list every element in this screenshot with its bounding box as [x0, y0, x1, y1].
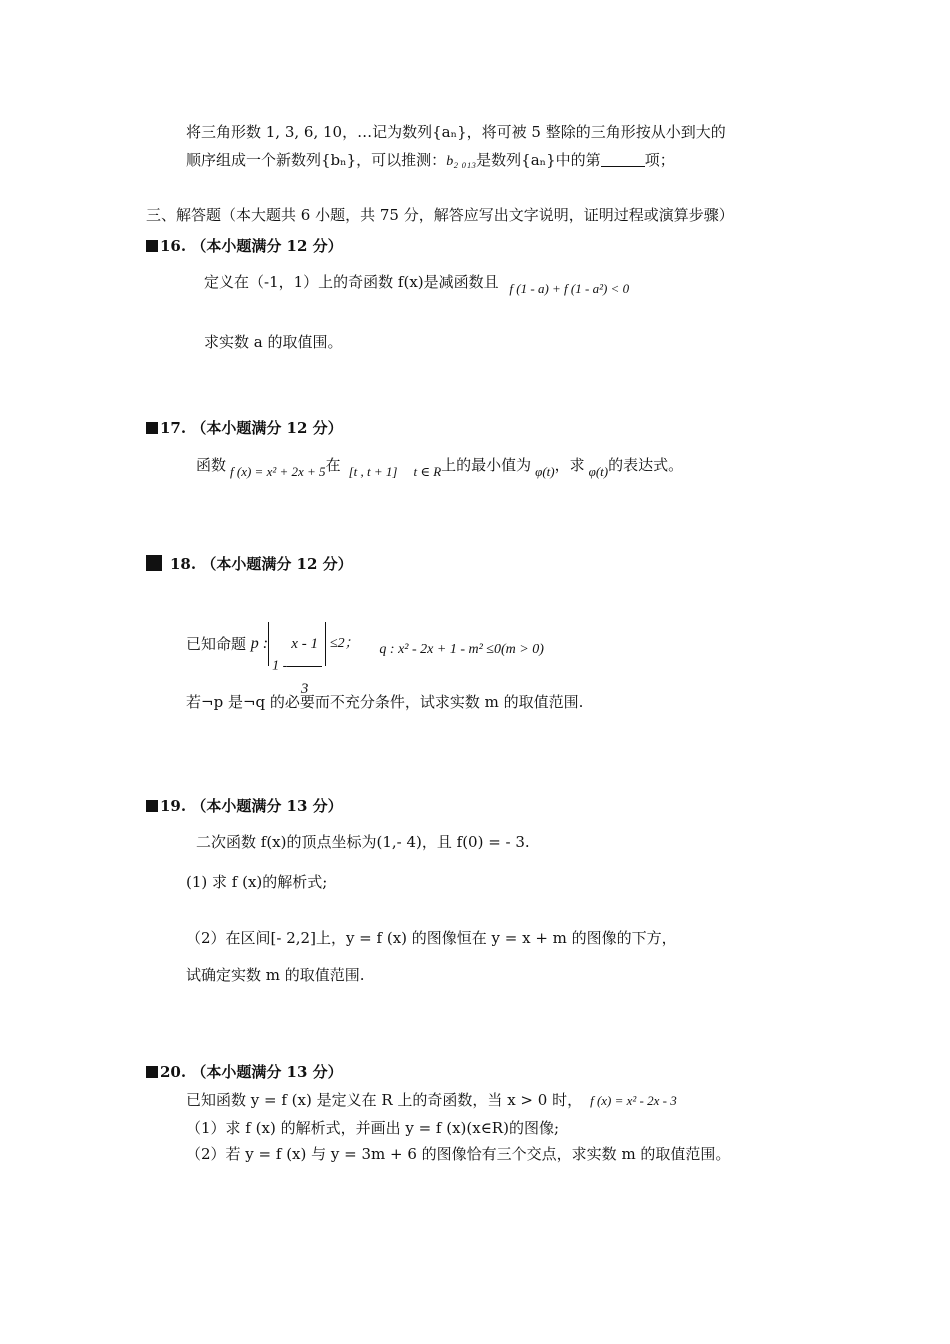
square-bullet-icon — [146, 422, 158, 434]
q16-line1-text: 定义在（-1，1）上的奇函数 f(x)是减函数且 — [204, 273, 499, 291]
q18-heading-text: 18. （本小题满分 12 分） — [170, 555, 353, 573]
square-bullet-icon — [146, 240, 158, 252]
q18-heading — [146, 554, 353, 574]
q18-text-1: 已知命题 — [186, 635, 247, 653]
q18-le-two: ≤2； — [329, 636, 359, 651]
q16-line1 — [204, 272, 630, 296]
q19-heading — [146, 796, 343, 816]
q20-line1 — [186, 1090, 677, 1111]
square-bullet-icon — [146, 555, 162, 571]
q15-line1: 将三角形数 1, 3, 6, 10，…记为数列{aₙ}，将可被 5 整除的三角形按从小到大的 — [186, 123, 726, 141]
q19-line2: (1) 求 f (x)的解析式; — [186, 873, 328, 891]
answer-blank — [601, 152, 645, 167]
q17-text-5: 的表达式。 — [608, 456, 684, 474]
q18-p-label: p : — [250, 635, 269, 652]
q19-heading-text: 19. （本小题满分 13 分） — [160, 797, 343, 815]
square-bullet-icon — [146, 1066, 158, 1078]
q17-interval: [t , t + 1] — [348, 464, 398, 479]
section-3-heading: 三、解答题（本大题共 6 小题，共 75 分，解答应写出文字说明，证明过程或演算步骤） — [146, 206, 734, 224]
q19-line4: 试确定实数 m 的取值范围. — [186, 966, 365, 984]
square-bullet-icon — [146, 800, 158, 812]
q15-line2-d: 项； — [644, 151, 675, 169]
q17-heading — [146, 418, 343, 438]
q20-function: f (x) = x² - 2x - 3 — [590, 1093, 677, 1108]
q20-line2: （1）求 f (x) 的解析式，并画出 y = f (x)(x∈R)的图像; — [186, 1119, 560, 1137]
q16-line2: 求实数 a 的取值围。 — [204, 333, 343, 351]
q18-one-minus: 1 - — [272, 658, 288, 674]
q17-heading-text: 17. （本小题满分 12 分） — [160, 419, 343, 437]
q17-line1 — [196, 455, 684, 479]
q17-text-1: 函数 — [196, 456, 227, 474]
q15-b2013: b₂ ₀₁₃ — [446, 154, 477, 169]
q18-fraction-denominator: 3 — [300, 681, 309, 697]
q15-line2-a: 顺序组成一个新数列{bₙ}，可以推测： — [186, 151, 447, 169]
q18-absolute-value — [268, 622, 326, 697]
q15-line2 — [186, 150, 675, 172]
q20-line3: （2）若 y = f (x) 与 y = 3m + 6 的图像恰有三个交点，求实数 m 的取值范围。 — [186, 1145, 731, 1163]
q18-q-statement: q : x² - 2x + 1 - m² ≤0(m > 0) — [379, 642, 544, 657]
q18-fraction-numerator: x - 1 — [287, 622, 322, 667]
q20-heading-text: 20. （本小题满分 13 分） — [160, 1063, 343, 1081]
q19-line1: 二次函数 f(x)的顶点坐标为(1,- 4)，且 f(0) = - 3. — [196, 833, 530, 851]
q17-domain: t ∈ R — [413, 464, 442, 479]
q17-text-3: 上的最小值为 — [441, 456, 532, 474]
q18-line2: 若¬p 是¬q 的必要而不充分条件，试求实数 m 的取值范围. — [186, 693, 584, 711]
q15-line2-c: 是数列{aₙ}中的第 — [476, 151, 601, 169]
q17-text-4: ，求 — [554, 456, 585, 474]
q20-heading — [146, 1062, 343, 1082]
q17-phi-1: φ(t) — [535, 464, 555, 479]
q17-phi-2: φ(t) — [588, 464, 609, 479]
q17-text-2: 在 — [325, 456, 341, 474]
q16-heading-text: 16. （本小题满分 12 分） — [160, 237, 343, 255]
q20-line1-text: 已知函数 y = f (x) 是定义在 R 上的奇函数，当 x > 0 时， — [186, 1091, 583, 1109]
q17-function: f (x) = x² + 2x + 5 — [230, 464, 326, 479]
q16-inequality: f (1 - a) + f (1 - a²) < 0 — [509, 281, 630, 296]
q18-line1 — [186, 618, 544, 697]
q19-line3: （2）在区间[- 2,2]上，y = f (x) 的图像恒在 y = x + m 的图像的下方， — [186, 929, 677, 947]
q16-heading — [146, 236, 343, 256]
